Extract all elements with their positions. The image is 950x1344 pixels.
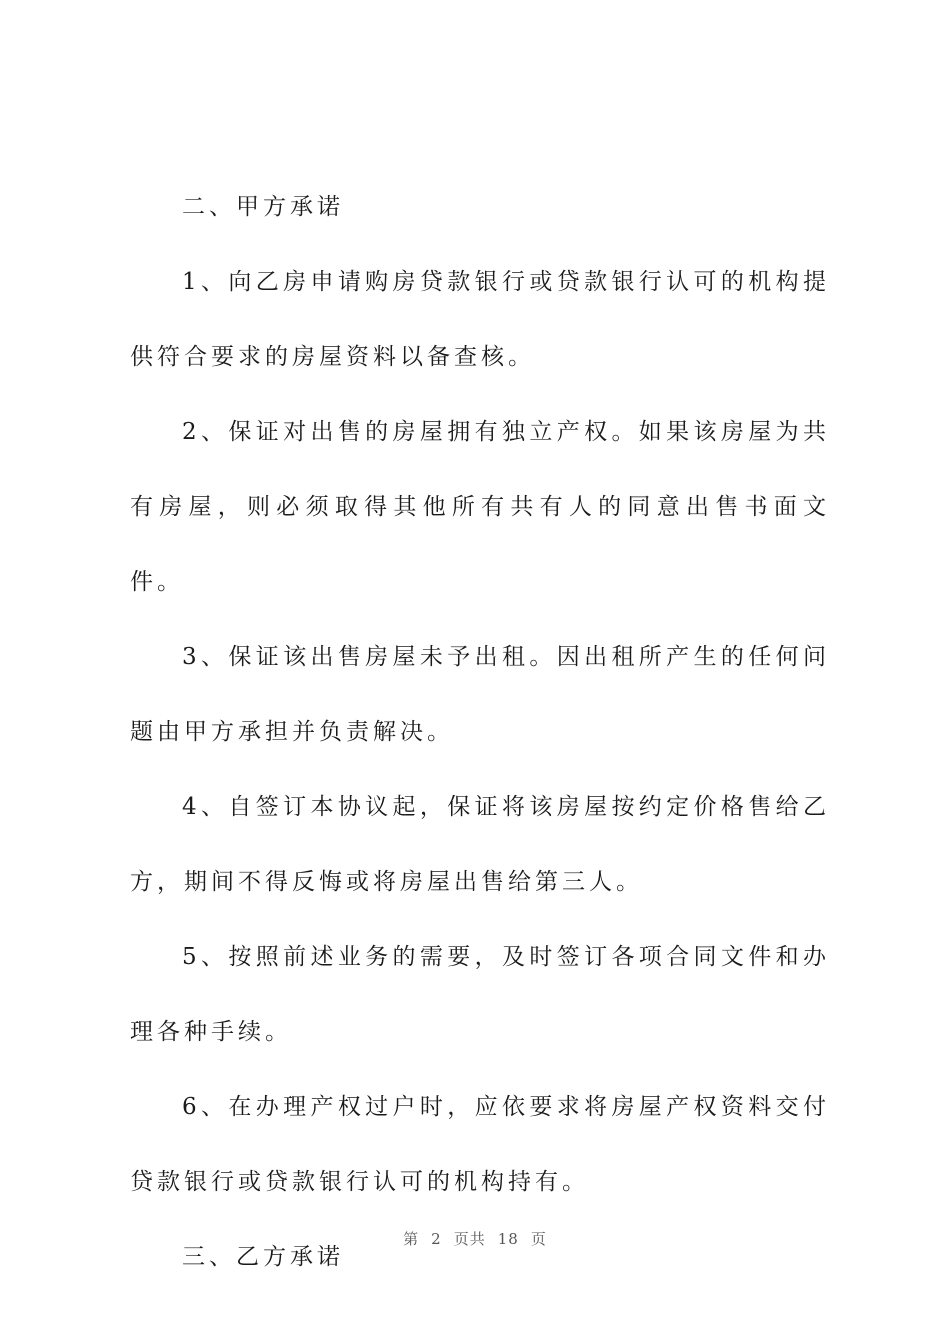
footer-middle: 页共	[453, 1230, 486, 1248]
footer-total-pages: 18	[497, 1230, 519, 1248]
paragraph-item-6: 6、在办理产权过户时，应依要求将房屋产权资料交付贷款银行或贷款银行认可的机构持有。	[130, 1094, 830, 1195]
footer-prefix: 第	[403, 1230, 420, 1248]
paragraph-item-2: 2、保证对出售的房屋拥有独立产权。如果该房屋为共有房屋，则必须取得其他所有共有人的同意出售书面文件。	[130, 419, 830, 595]
paragraph-item-1: 1、向乙房申请购房贷款银行或贷款银行认可的机构提供符合要求的房屋资料以备查核。	[130, 269, 830, 370]
section-heading-party-b: 三、乙方承诺	[182, 1244, 344, 1270]
paragraph-item-4: 4、自签订本协议起，保证将该房屋按约定价格售给乙方，期间不得反悔或将房屋出售给第三人。	[130, 794, 830, 895]
footer-page-number: 2	[431, 1230, 442, 1248]
section-heading-party-a: 二、甲方承诺	[182, 194, 344, 220]
paragraph-item-5: 5、按照前述业务的需要，及时签订各项合同文件和办理各种手续。	[130, 944, 830, 1045]
footer-suffix: 页	[530, 1230, 547, 1248]
paragraph-item-3: 3、保证该出售房屋未予出租。因出租所产生的任何问题由甲方承担并负责解决。	[130, 644, 830, 745]
page-footer	[0, 1228, 950, 1249]
document-body	[130, 170, 830, 1295]
